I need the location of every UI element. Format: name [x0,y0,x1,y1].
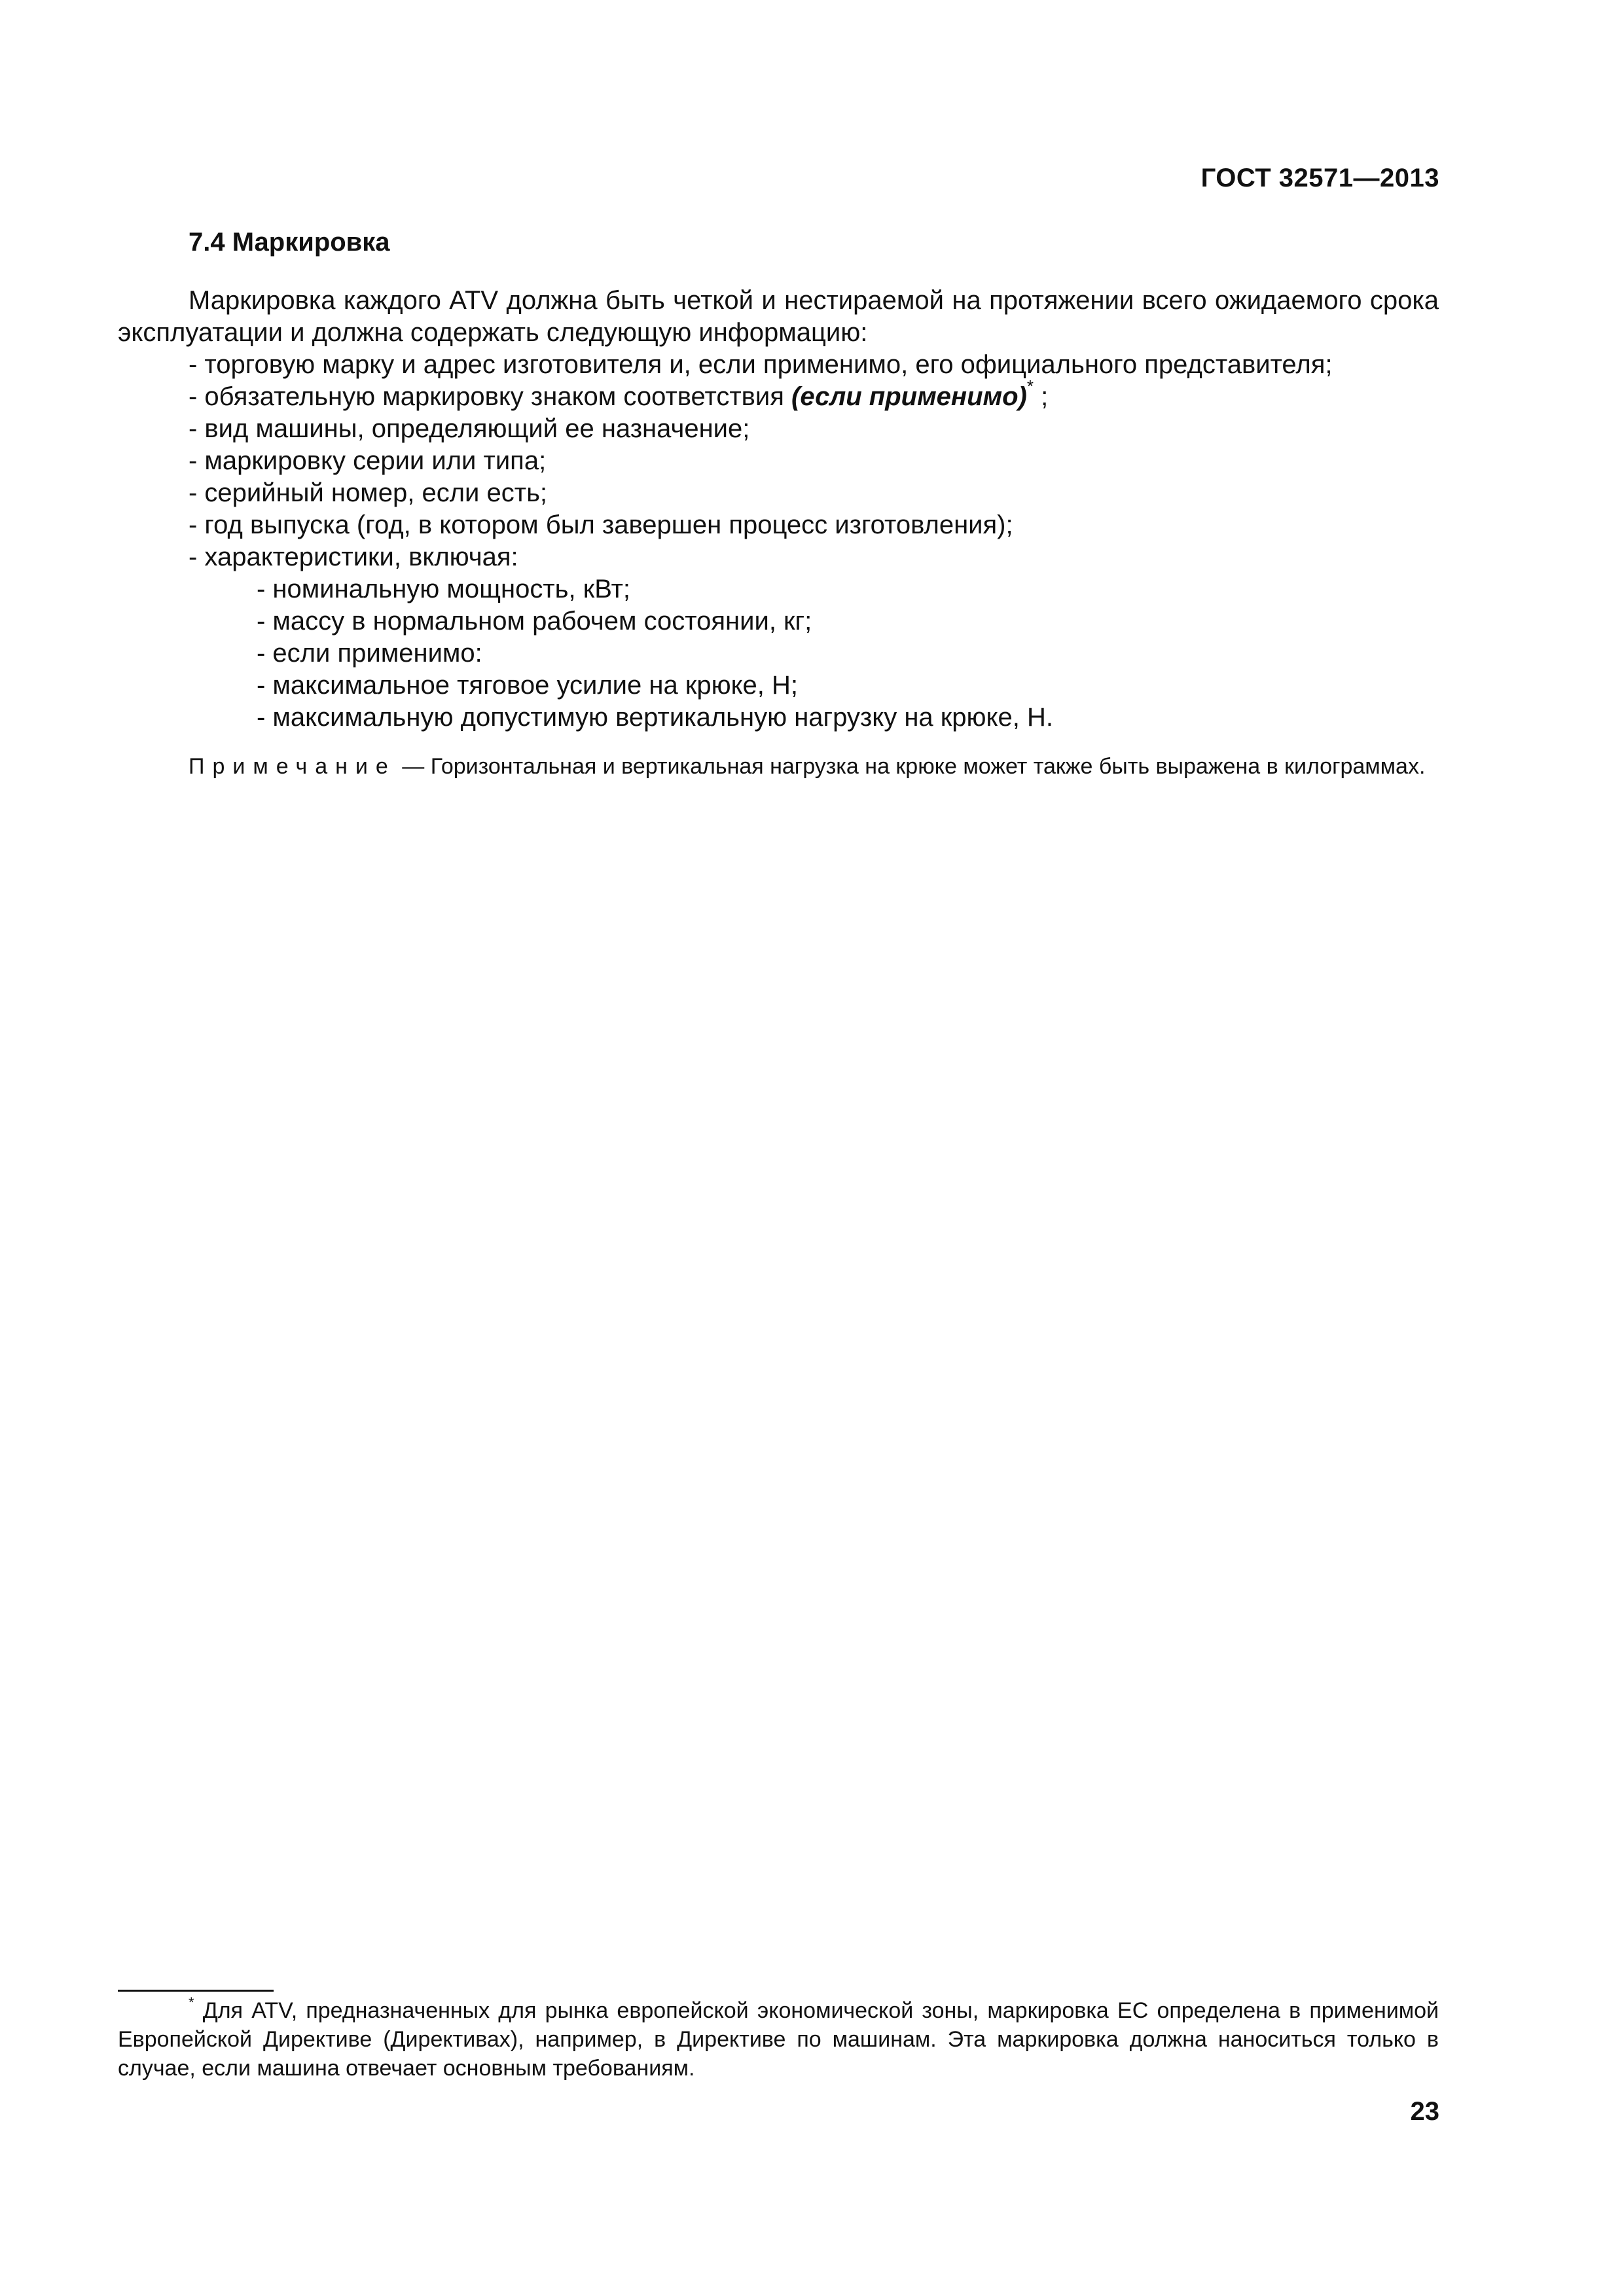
sublist-item: - номинальную мощность, кВт; [257,575,630,603]
footnote-separator [118,1990,274,1992]
intro-paragraph: Маркировка каждого ATV должна быть четкой и нестираемой на протяжении всего ожидаемого срока эксплуатации и должна содержать следующую информацию: [118,286,1439,347]
footnote-marker: * [189,1994,194,2011]
footnote [118,1996,1439,2083]
list-item-conformity [189,376,1439,413]
sublist-item: - массу в нормальном рабочем состоянии, кг; [257,607,812,636]
document-code: ГОСТ 32571—2013 [1200,164,1439,192]
main-content [118,226,1439,781]
list-item-ending: ; [1033,382,1049,411]
emphasis-text: (если применимо) [791,382,1027,411]
list-item: - маркировку серии или типа; [189,446,547,475]
list-item: - год выпуска (год, в котором был завершен процесс изготовления); [189,511,1013,539]
note [118,752,1439,781]
list-item: - серийный номер, если есть; [189,478,548,507]
sublist-item: - максимальное тяговое усилие на крюке, Н; [257,671,798,700]
list-item-text: - обязательную маркировку знаком соответствия [189,382,792,411]
list-item: - вид машины, определяющий ее назначение; [189,414,750,443]
note-label: Примечание [189,754,396,779]
sublist-item: - максимальную допустимую вертикальную нагрузку на крюке, Н. [257,703,1053,732]
sublist-item: - если применимо: [257,639,482,668]
footnote-text: Для ATV, предназначенных для рынка европейской экономической зоны, маркировка ЕС определена в применимой Европейской Директиве (Директивах), например, в Директиве по машинам. Эта маркировка должна наноситься только в случае, если машина отвечает основным требованиям. [118,1998,1439,2081]
list-item: - торговую марку и адрес изготовителя и, если применимо, его официального представителя; [189,350,1333,379]
page-number: 23 [1410,2097,1439,2126]
note-text: — Горизонтальная и вертикальная нагрузка на крюке может также быть выражена в килограммах. [395,754,1426,779]
footnote-reference: * [1026,376,1034,396]
section-title: 7.4 Маркировка [189,228,390,257]
section-body [118,285,1439,734]
list-item: - характеристики, включая: [189,543,518,571]
